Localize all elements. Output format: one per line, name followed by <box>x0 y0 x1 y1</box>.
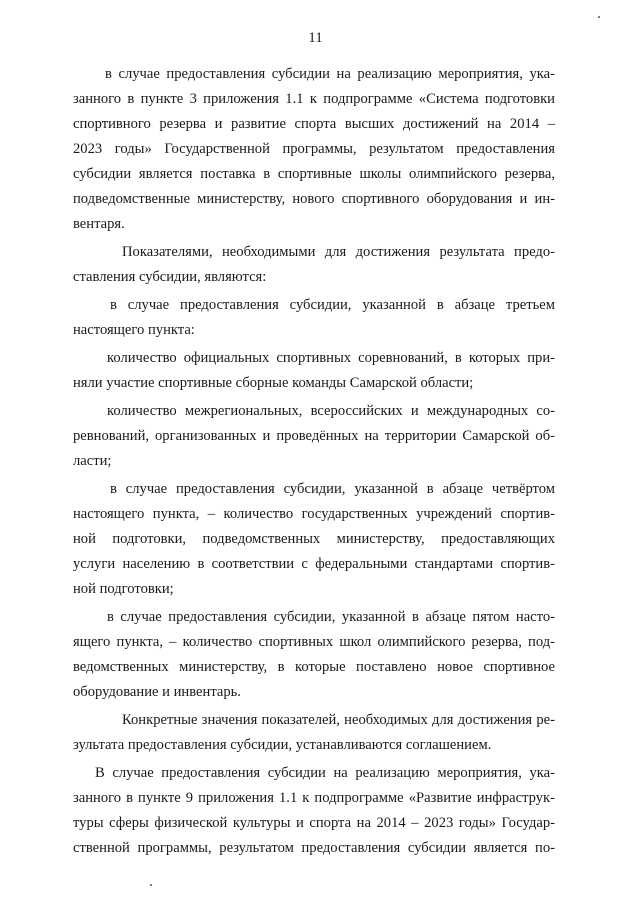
text-line: ящего пункта, – количество спортивных школ олимпийского резерва, под- <box>73 634 555 650</box>
text-line: зультата предоставления субсидии, устанавливаются соглашением. <box>73 737 492 753</box>
text-line: в случае предоставления субсидии, указанной в абзаце четвёртом <box>110 481 555 497</box>
text-line: Конкретные значения показателей, необходимых для достижения ре- <box>122 712 555 728</box>
text-line: няли участие спортивные сборные команды Самарской области; <box>73 375 474 391</box>
text-line: подведомственные министерству, нового спортивного оборудования и ин- <box>73 191 555 207</box>
text-line: услуги населению в соответствии с федеральными стандартами спортив- <box>73 556 555 572</box>
text-line: туры сферы физической культуры и спорта на 2014 – 2023 годы» Государ- <box>73 815 555 831</box>
text-line: оборудование и инвентарь. <box>73 684 241 700</box>
text-line: занного в пункте 9 приложения 1.1 к подпрограмме «Развитие инфраструк- <box>73 790 555 806</box>
text-line: Показателями, необходимыми для достижения результата предо- <box>122 244 555 260</box>
text-line: спортивного резерва и развитие спорта высших достижений на 2014 – <box>73 116 555 132</box>
text-line: ной подготовки, подведомственных министерству, предоставляющих <box>73 531 555 547</box>
text-line: ственной программы, результатом предоставления субсидии является по- <box>73 840 555 856</box>
text-line: ведомственных министерству, в которые поставлено новое спортивное <box>73 659 555 675</box>
scan-speck <box>150 884 152 886</box>
text-line: в случае предоставления субсидии, указанной в абзаце пятом насто- <box>107 609 555 625</box>
text-line: настоящего пункта, – количество государственных учреждений спортив- <box>73 506 555 522</box>
text-line: количество официальных спортивных соревнований, в которых при- <box>107 350 555 366</box>
text-line: количество межрегиональных, всероссийских и международных со- <box>107 403 555 419</box>
text-line: ной подготовки; <box>73 581 174 597</box>
text-line: субсидии является поставка в спортивные школы олимпийского резерва, <box>73 166 555 182</box>
scan-speck <box>598 16 600 18</box>
text-line: ревнований, организованных и проведённых на территории Самарской об- <box>73 428 555 444</box>
text-line: вентаря. <box>73 216 125 232</box>
text-line: настоящего пункта: <box>73 322 195 338</box>
text-line: 2023 годы» Государственной программы, результатом предоставления <box>73 141 555 157</box>
text-line: в случае предоставления субсидии, указанной в абзаце третьем <box>110 297 555 313</box>
text-line: занного в пункте 3 приложения 1.1 к подпрограмме «Система подготовки <box>73 91 555 107</box>
text-line: в случае предоставления субсидии на реализацию мероприятия, ука- <box>105 66 555 82</box>
page-number: 11 <box>308 30 323 46</box>
text-line: ласти; <box>73 453 112 469</box>
text-line: ставления субсидии, являются: <box>73 269 267 285</box>
text-line: В случае предоставления субсидии на реализацию мероприятия, ука- <box>95 765 555 781</box>
